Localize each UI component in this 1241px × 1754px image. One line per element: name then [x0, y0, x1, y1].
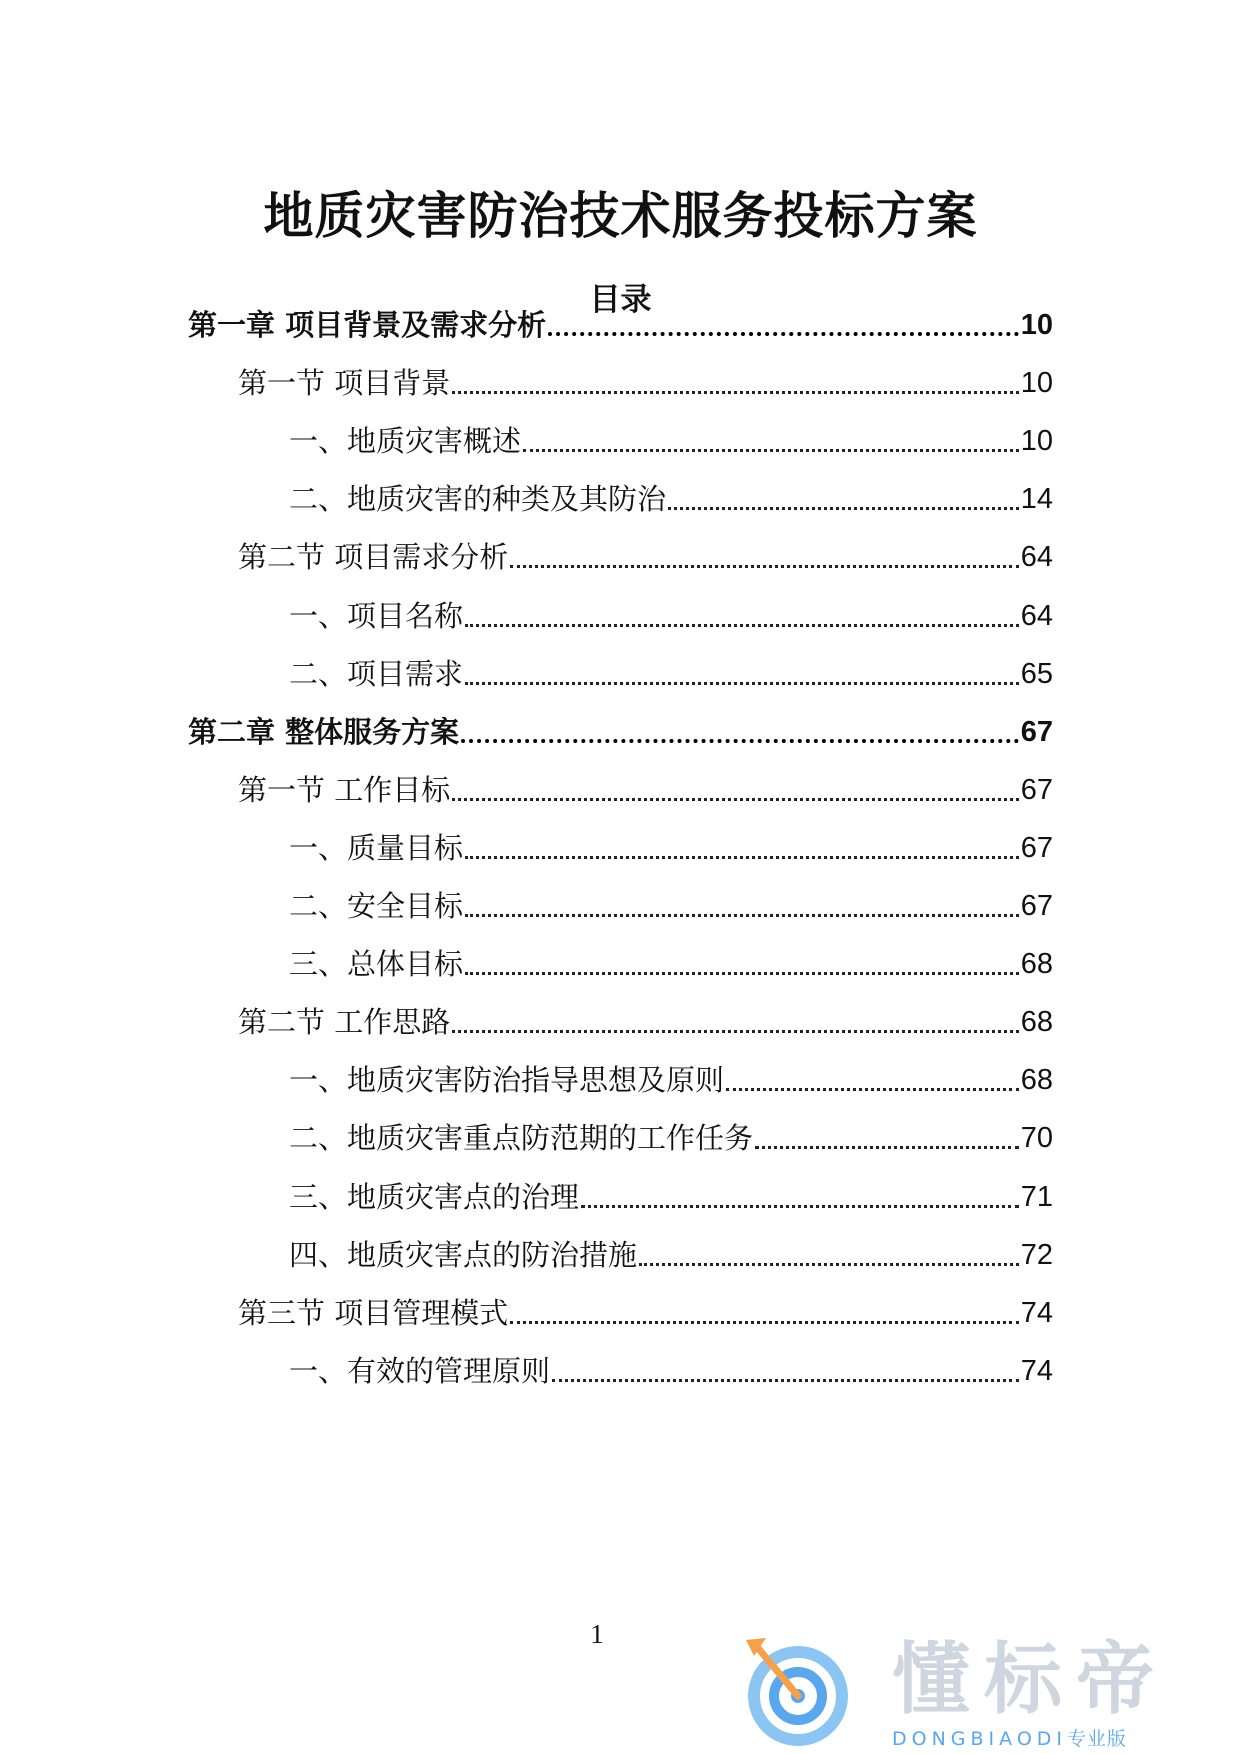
toc-entry[interactable] [289, 828, 1053, 868]
toc-entry[interactable] [289, 1177, 1053, 1217]
toc-entry-page: 14 [1020, 483, 1053, 515]
toc-dot-leader [452, 391, 1019, 394]
toc-entry-label: 二、项目需求 [289, 657, 464, 691]
toc-entry[interactable] [289, 1235, 1053, 1275]
toc-entry-label: 第三节 项目管理模式 [238, 1296, 509, 1330]
toc-dot-leader [452, 798, 1019, 801]
toc-entry-label: 第二节 工作思路 [238, 1005, 451, 1039]
toc-dot-leader [668, 507, 1019, 510]
toc-entry[interactable] [289, 944, 1053, 984]
watermark-brand-name: 懂标帝 [892, 1635, 1169, 1725]
toc-entry-page: 72 [1020, 1239, 1053, 1271]
watermark-pinyin [892, 1724, 1127, 1751]
toc-entry-label: 一、质量目标 [289, 831, 464, 865]
toc-entry-label: 一、项目名称 [289, 599, 464, 633]
toc-entry-page: 65 [1020, 658, 1053, 690]
toc-entry-page: 67 [1020, 890, 1053, 922]
toc-entry[interactable] [289, 1118, 1053, 1158]
toc-entry-label: 第二章 整体服务方案 [188, 715, 460, 749]
toc-entry[interactable] [289, 1351, 1053, 1391]
toc-entry[interactable] [238, 537, 1053, 577]
toc-entry-label: 一、地质灾害防治指导思想及原则 [289, 1063, 725, 1097]
toc-entry-page: 64 [1020, 600, 1053, 632]
toc-entry[interactable] [188, 712, 1053, 752]
target-logo-icon [740, 1630, 860, 1750]
toc-entry-page: 68 [1020, 948, 1053, 980]
toc-heading: 目录 [589, 282, 652, 318]
toc-entry-page: 68 [1020, 1064, 1053, 1096]
toc-entry[interactable] [289, 886, 1053, 926]
toc-entry-page: 67 [1020, 832, 1053, 864]
toc-entry-label: 三、总体目标 [289, 947, 464, 981]
toc-entry-page: 64 [1020, 541, 1053, 573]
toc-entry-label: 第一章 项目背景及需求分析 [188, 308, 547, 342]
toc-dot-leader [552, 1379, 1019, 1382]
toc-entry-label: 四、地质灾害点的防治措施 [289, 1238, 638, 1272]
toc-entry-label: 一、有效的管理原则 [289, 1354, 551, 1388]
toc-dot-leader [639, 1263, 1019, 1266]
toc-dot-leader [510, 565, 1019, 568]
toc-dot-leader [726, 1088, 1019, 1091]
toc-entry-label: 二、安全目标 [289, 889, 464, 923]
toc-entry-page: 71 [1020, 1181, 1053, 1213]
watermark-pinyin-text: DONGBIAODI [892, 1728, 1068, 1750]
toc-entry-label: 二、地质灾害的种类及其防治 [289, 482, 667, 516]
toc-entry[interactable] [238, 770, 1053, 810]
toc-dot-leader [548, 332, 1019, 336]
toc-entry-label: 二、地质灾害重点防范期的工作任务 [289, 1121, 754, 1155]
toc-entry[interactable] [238, 1293, 1053, 1333]
toc-entry-page: 10 [1020, 367, 1053, 399]
toc-dot-leader [465, 856, 1019, 859]
toc-dot-leader [581, 1205, 1019, 1208]
toc-entry-label: 第一节 项目背景 [238, 366, 451, 400]
toc-entry[interactable] [289, 421, 1053, 461]
watermark-edition: 专业版 [1067, 1728, 1128, 1750]
toc-entry-page: 74 [1020, 1355, 1053, 1387]
toc-entry[interactable] [188, 305, 1053, 345]
toc-entry[interactable] [289, 1060, 1053, 1100]
toc-entry[interactable] [289, 596, 1053, 636]
toc-entry-page: 67 [1020, 774, 1053, 806]
toc-dot-leader [510, 1321, 1019, 1324]
toc-entry-page: 67 [1020, 716, 1053, 748]
toc-entry-page: 70 [1020, 1122, 1053, 1154]
toc-entry-label: 三、地质灾害点的治理 [289, 1180, 580, 1214]
page-number: 1 [590, 1619, 604, 1649]
toc-dot-leader [755, 1146, 1019, 1149]
toc-entry[interactable] [238, 363, 1053, 403]
toc-dot-leader [523, 449, 1019, 452]
toc-dot-leader [452, 1030, 1019, 1033]
toc-dot-leader [465, 914, 1019, 917]
toc-dot-leader [465, 624, 1019, 627]
toc-entry[interactable] [289, 654, 1053, 694]
toc-entry[interactable] [289, 479, 1053, 519]
toc-entry-label: 一、地质灾害概述 [289, 424, 522, 458]
toc-dot-leader [461, 739, 1019, 743]
toc-entry-page: 10 [1020, 309, 1053, 341]
toc-dot-leader [465, 972, 1019, 975]
toc-entry[interactable] [238, 1002, 1053, 1042]
watermark [740, 1630, 1210, 1750]
toc-entry-page: 68 [1020, 1006, 1053, 1038]
toc-entry-label: 第二节 项目需求分析 [238, 540, 509, 574]
toc-entry-label: 第一节 工作目标 [238, 773, 451, 807]
toc-entry-page: 10 [1020, 425, 1053, 457]
document-title: 地质灾害防治技术服务投标方案 [263, 187, 978, 245]
toc-dot-leader [465, 682, 1019, 685]
toc-entry-page: 74 [1020, 1297, 1053, 1329]
